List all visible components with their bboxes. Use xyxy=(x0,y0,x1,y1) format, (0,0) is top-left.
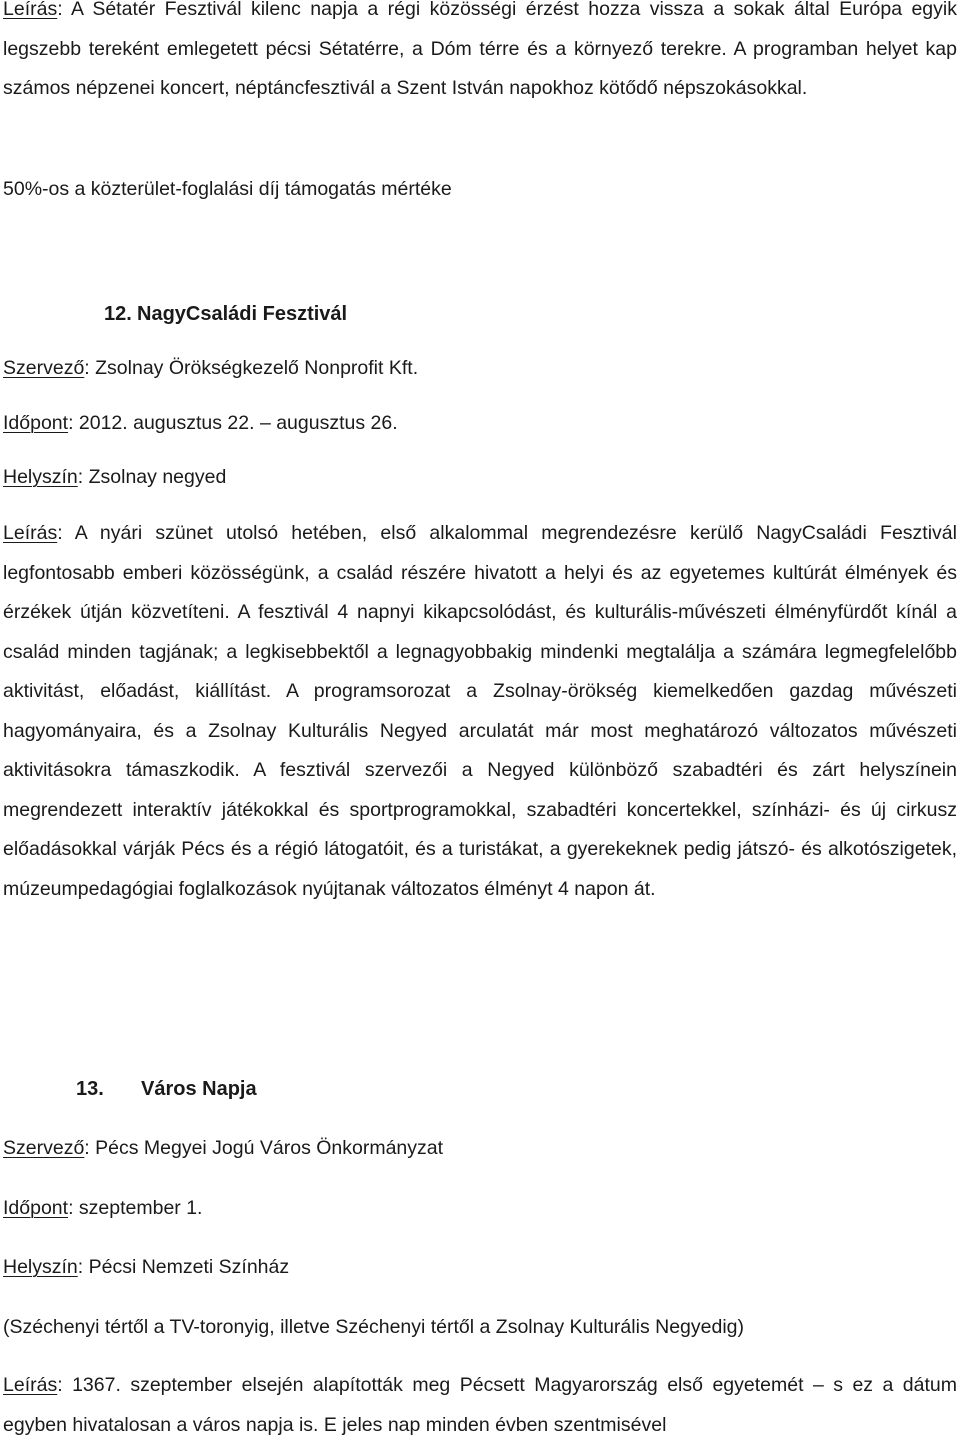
place-value: : Pécsi Nemzeti Színház xyxy=(77,1256,290,1278)
section-title: NagyCsaládi Fesztivál xyxy=(137,303,348,325)
description-text: : A Sétatér Fesztivál kilenc napja a régi közösségi érzést hozza vissza a sokak által Európa egyik legszebb tereként emlegetett pécsi Sétatérre, a Dóm térre és a környező terekre. A programban helyet kap számos népzenei koncert, néptáncfesztivál a Szent István napokhoz kötődő népszokásokkal. xyxy=(3,0,957,99)
date-label: Időpont xyxy=(3,1197,69,1219)
section-number: 12. xyxy=(104,303,132,325)
section13-description xyxy=(3,1366,957,1445)
date-value: : 2012. augusztus 22. – augusztus 26. xyxy=(68,412,398,434)
place-label: Helyszín xyxy=(3,466,78,488)
section12-place xyxy=(3,466,226,489)
description-label: Leírás xyxy=(3,1374,58,1396)
organizer-value: : Zsolnay Örökségkezelő Nonprofit Kft. xyxy=(84,357,419,379)
section11-description xyxy=(3,0,957,109)
section13-organizer xyxy=(3,1137,443,1160)
section12-organizer xyxy=(3,357,418,380)
date-value: : szeptember 1. xyxy=(68,1197,203,1219)
section13-place-note: (Széchenyi tértől a TV-toronyig, illetve Széchenyi tértől a Zsolnay Kulturális Negyedig) xyxy=(3,1316,744,1338)
organizer-label: Szervező xyxy=(3,1137,85,1159)
section-number: 13. xyxy=(76,1078,104,1100)
section13-date xyxy=(3,1197,202,1220)
place-value: : Zsolnay negyed xyxy=(77,466,227,488)
description-label: Leírás xyxy=(3,0,58,20)
place-label: Helyszín xyxy=(3,1256,78,1278)
description-label: Leírás xyxy=(3,522,58,544)
date-label: Időpont xyxy=(3,412,69,434)
organizer-value: : Pécs Megyei Jogú Város Önkormányzat xyxy=(84,1137,444,1159)
description-text: : 1367. szeptember elsején alapították meg Pécsett Magyarország első egyetemét – s ez a dátum egyben hivatalosan a város napja is. E jeles nap minden évben szentmisével xyxy=(3,1374,957,1436)
support-rate: 50%-os a közterület-foglalási díj támogatás mértéke xyxy=(3,178,452,200)
section12-date xyxy=(3,412,398,435)
section13-place xyxy=(3,1256,289,1279)
section-title: Város Napja xyxy=(141,1078,257,1100)
organizer-label: Szervező xyxy=(3,357,85,379)
description-text: : A nyári szünet utolsó hetében, első alkalommal megrendezésre kerülő NagyCsaládi Fesztivál legfontosabb emberi közösségünk, a család részére hivatott a helyi és az egyetemes kultúrát élmények és érzékek útján közvetíteni. A fesztivál 4 napnyi kikapcsolódást, és kulturális-művészeti élményfürdőt kínál a család minden tagjának; a legkisebbektől a legnagyobbakig mindenki megtalálja a számára legmegfelelőbb aktivitást, előadást, kiállítást. A programsorozat a Zsolnay-örökség kiemelkedően gazdag művészeti hagyományaira, és a Zsolnay Kulturális Negyed arculatát már most meghatározó változatos művészeti aktivitásokra támaszkodik. A fesztivál szervezői a Negyed különböző szabadtéri és zárt helyszínein megrendezett interaktív játékokkal és sportprogramokkal, szabadtéri koncertekkel, színházi- és új cirkusz előadásokkal várják Pécs és a régió látogatóit, és a turistákat, a gyerekeknek pedig játszó- és alkotószigetek, múzeumpedagógiai foglalkozások nyújtanak változatos élményt 4 napon át. xyxy=(3,522,957,900)
section12-description xyxy=(3,514,957,909)
